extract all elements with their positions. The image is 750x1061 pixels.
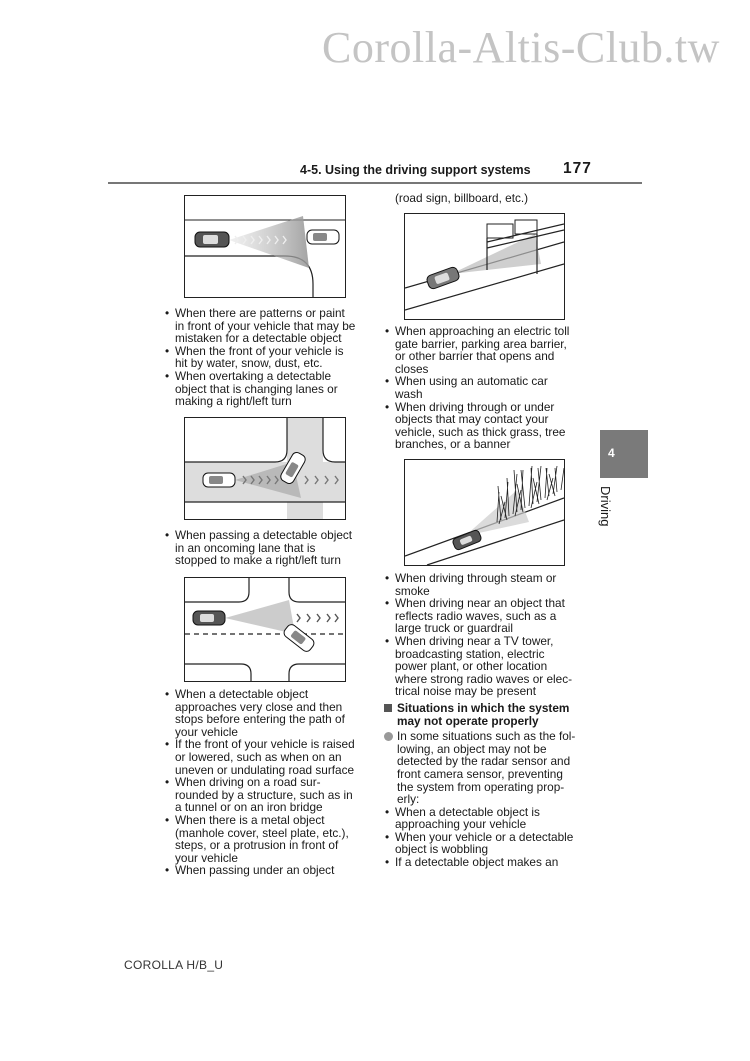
right-text-block-2 xyxy=(384,572,594,869)
bullet-item: • When passing under an object xyxy=(164,864,370,877)
bullet-item: • When there is a metal object (manhole cover, steel plate, etc.), steps, or a protrusion in front of your vehicle xyxy=(164,814,370,864)
right-text-block-1 xyxy=(384,325,594,451)
bullet-item: • If a detectable object makes an xyxy=(384,856,594,869)
header-rule xyxy=(108,182,642,184)
figure-oncoming-lane xyxy=(184,577,346,682)
bullet-item: • When driving on a road sur- rounded by a structure, such as in a tunnel or on an iron bridge xyxy=(164,776,370,814)
bullet-item: • When a detectable object is approaching your vehicle xyxy=(384,806,594,831)
bullet-item: • When passing a detectable object in an oncoming lane that is stopped to make a right/left turn xyxy=(164,529,370,567)
bullet-item: • If the front of your vehicle is raised or lowered, such as when on an uneven or undulating road surface xyxy=(164,738,370,776)
right-continuation-text: (road sign, billboard, etc.) xyxy=(395,191,529,205)
section-heading: Situations in which the system may not operate properly xyxy=(384,702,594,727)
section-intro: In some situations such as the fol- lowing, an object may not be detected by the radar sensor and front camera sensor, preventing the system from operating prop- erly: xyxy=(384,730,594,806)
watermark: Corolla-Altis-Club.tw xyxy=(322,23,720,72)
figure-road-sign xyxy=(404,213,565,320)
left-text-block-3 xyxy=(164,688,370,877)
left-text-block-1 xyxy=(164,307,370,408)
figure-thick-grass xyxy=(404,459,565,566)
bullet-item: • When driving through or under objects that may contact your vehicle, such as thick grass, tree branches, or a banner xyxy=(384,401,594,451)
section-header-title: 4-5. Using the driving support systems xyxy=(300,163,531,177)
chapter-number: 4 xyxy=(608,446,615,460)
chapter-label: Driving xyxy=(598,486,613,527)
bullet-item: • When using an automatic car wash xyxy=(384,375,594,400)
bullet-item: • When the front of your vehicle is hit by water, snow, dust, etc. xyxy=(164,345,370,370)
bullet-item: • When driving near a TV tower, broadcasting station, electric power plant, or other location where strong radio waves or elec- trical noise may be present xyxy=(384,635,594,698)
bullet-item: • When approaching an electric toll gate barrier, parking area barrier, or other barrier that opens and closes xyxy=(384,325,594,375)
figure-intersection-turn xyxy=(184,417,346,520)
left-text-block-2 xyxy=(164,529,370,567)
page-number: 177 xyxy=(563,160,592,177)
bullet-item: • When your vehicle or a detectable object is wobbling xyxy=(384,831,594,856)
chapter-tab[interactable] xyxy=(600,430,648,478)
figure-curve-road xyxy=(184,195,346,298)
bullet-item: • When overtaking a detectable object that is changing lanes or making a right/left turn xyxy=(164,370,370,408)
bullet-item: • When a detectable object approaches very close and then stops before entering the path of your vehicle xyxy=(164,688,370,738)
bullet-item: • When driving through steam or smoke xyxy=(384,572,594,597)
footer-model-code: COROLLA H/B_U xyxy=(124,958,224,972)
bullet-item: • When driving near an object that reflects radio waves, such as a large truck or guardrail xyxy=(384,597,594,635)
bullet-item: • When there are patterns or paint in front of your vehicle that may be mistaken for a detectable object xyxy=(164,307,370,345)
